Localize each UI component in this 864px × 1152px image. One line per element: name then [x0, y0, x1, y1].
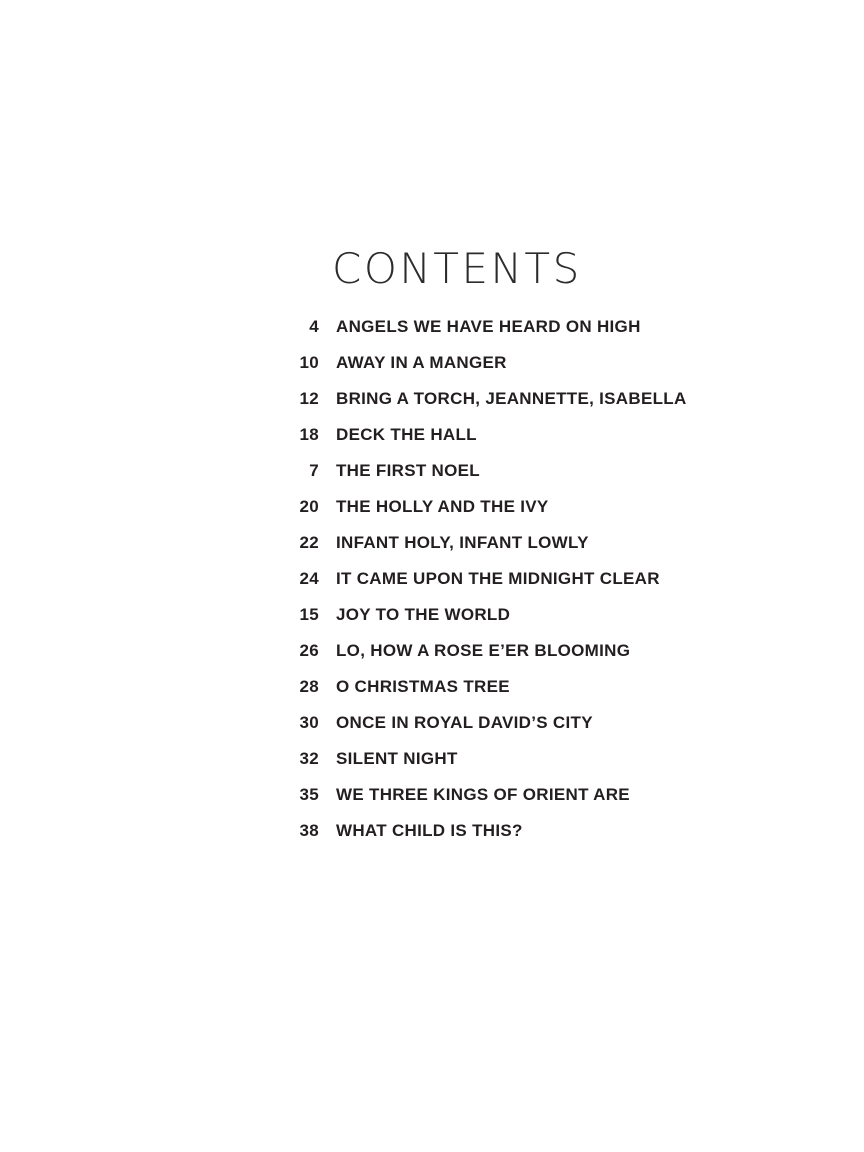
- toc-entry-title: WE THREE KINGS OF ORIENT ARE: [336, 785, 630, 804]
- toc-entry-title: INFANT HOLY, INFANT LOWLY: [336, 533, 589, 552]
- toc-entry-page-number: 30: [299, 713, 319, 732]
- toc-entry: [280, 381, 700, 417]
- toc-entry: [280, 489, 700, 525]
- toc-entry: [280, 633, 700, 669]
- toc-entry-page-number: 22: [299, 533, 319, 552]
- toc-entry-page-number: 32: [299, 749, 319, 768]
- toc-entry-title: ANGELS WE HAVE HEARD ON HIGH: [336, 317, 641, 336]
- contents-list: [280, 309, 700, 849]
- toc-entry: [280, 417, 700, 453]
- toc-entry-title: IT CAME UPON THE MIDNIGHT CLEAR: [336, 569, 660, 588]
- toc-entry: [280, 705, 700, 741]
- toc-entry-page-number: 38: [299, 821, 319, 840]
- toc-entry-page-number: 24: [299, 569, 319, 588]
- toc-entry-title: THE FIRST NOEL: [336, 461, 480, 480]
- page-title: CONTENTS: [332, 244, 582, 293]
- toc-entry: [280, 345, 700, 381]
- toc-entry: [280, 525, 700, 561]
- toc-entry-page-number: 10: [299, 353, 319, 372]
- toc-entry-title: BRING A TORCH, JEANNETTE, ISABELLA: [336, 389, 687, 408]
- toc-entry-page-number: 28: [299, 677, 319, 696]
- toc-entry: [280, 309, 700, 345]
- toc-entry-title: THE HOLLY AND THE IVY: [336, 497, 549, 516]
- toc-entry-page-number: 18: [299, 425, 319, 444]
- toc-entry-page-number: 35: [299, 785, 319, 804]
- toc-entry-title: O CHRISTMAS TREE: [336, 677, 510, 696]
- toc-entry: [280, 561, 700, 597]
- toc-entry: [280, 669, 700, 705]
- toc-entry: [280, 741, 700, 777]
- toc-entry-title: SILENT NIGHT: [336, 749, 458, 768]
- toc-entry-page-number: 20: [299, 497, 319, 516]
- toc-entry-page-number: 26: [299, 641, 319, 660]
- toc-entry-page-number: 4: [309, 317, 319, 336]
- toc-entry-title: LO, HOW A ROSE E’ER BLOOMING: [336, 641, 631, 660]
- toc-entry-page-number: 15: [299, 605, 319, 624]
- toc-entry: [280, 597, 700, 633]
- toc-entry-title: AWAY IN A MANGER: [336, 353, 507, 372]
- toc-entry: [280, 813, 700, 849]
- toc-entry-title: WHAT CHILD IS THIS?: [336, 821, 523, 840]
- toc-entry-page-number: 7: [309, 461, 319, 480]
- toc-entry-title: ONCE IN ROYAL DAVID’S CITY: [336, 713, 593, 732]
- toc-entry: [280, 777, 700, 813]
- toc-entry-page-number: 12: [299, 389, 319, 408]
- toc-entry-title: DECK THE HALL: [336, 425, 477, 444]
- toc-entry: [280, 453, 700, 489]
- toc-entry-title: JOY TO THE WORLD: [336, 605, 511, 624]
